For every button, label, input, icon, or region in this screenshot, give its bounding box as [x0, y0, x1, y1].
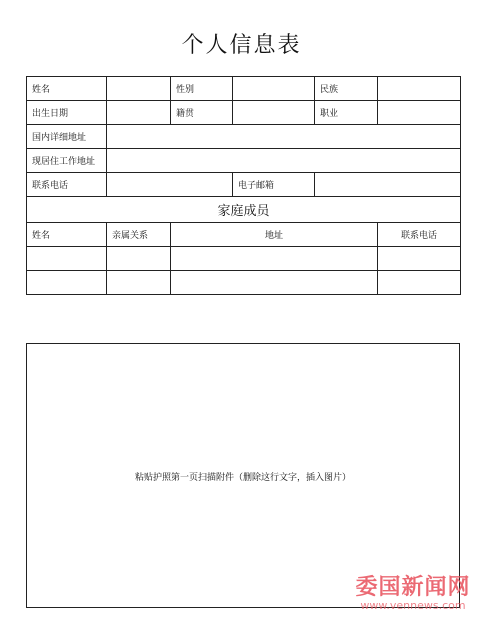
family-cell[interactable]: [27, 247, 107, 271]
ethnicity-label: 民族: [315, 77, 378, 101]
family-header-address: 地址: [171, 223, 378, 247]
family-cell[interactable]: [171, 271, 378, 295]
family-cell[interactable]: [107, 247, 171, 271]
gender-label: 性别: [171, 77, 233, 101]
table-row: [27, 197, 461, 223]
ethnicity-field[interactable]: [378, 77, 461, 101]
email-label: 电子邮箱: [233, 173, 315, 197]
table-row: [27, 149, 461, 173]
table-row: [27, 223, 461, 247]
family-cell[interactable]: [171, 247, 378, 271]
family-cell[interactable]: [378, 247, 461, 271]
watermark-logo-text: 委国新闻网: [355, 575, 471, 600]
domestic-address-label: 国内详细地址: [27, 125, 107, 149]
current-address-label: 现居住工作地址: [27, 149, 107, 173]
name-label: 姓名: [27, 77, 107, 101]
family-header-phone: 联系电话: [378, 223, 461, 247]
family-section-title: 家庭成员: [27, 197, 461, 223]
table-row: [27, 247, 461, 271]
watermark-url: www.vennews.com: [360, 599, 466, 612]
name-field[interactable]: [107, 77, 171, 101]
birth-date-field[interactable]: [107, 101, 171, 125]
domestic-address-field[interactable]: [107, 125, 461, 149]
table-row: [27, 125, 461, 149]
birth-date-label: 出生日期: [27, 101, 107, 125]
current-address-field[interactable]: [107, 149, 461, 173]
email-field[interactable]: [315, 173, 461, 197]
family-header-name: 姓名: [27, 223, 107, 247]
passport-attachment-box[interactable]: [26, 343, 460, 608]
origin-field[interactable]: [233, 101, 315, 125]
gender-field[interactable]: [233, 77, 315, 101]
table-row: [27, 101, 461, 125]
family-cell[interactable]: [378, 271, 461, 295]
watermark: [348, 577, 478, 611]
family-cell[interactable]: [107, 271, 171, 295]
family-cell[interactable]: [27, 271, 107, 295]
page-title: 个人信息表: [181, 33, 302, 58]
occupation-label: 职业: [315, 101, 378, 125]
phone-field[interactable]: [107, 173, 233, 197]
personal-info-table: [26, 76, 461, 295]
attachment-instruction: 粘贴护照第一页扫描附件（删除这行文字，插入图片）: [134, 473, 351, 483]
family-header-relation: 亲属关系: [107, 223, 171, 247]
phone-label: 联系电话: [27, 173, 107, 197]
table-row: [27, 173, 461, 197]
table-row: [27, 271, 461, 295]
origin-label: 籍贯: [171, 101, 233, 125]
table-row: [27, 77, 461, 101]
occupation-field[interactable]: [378, 101, 461, 125]
